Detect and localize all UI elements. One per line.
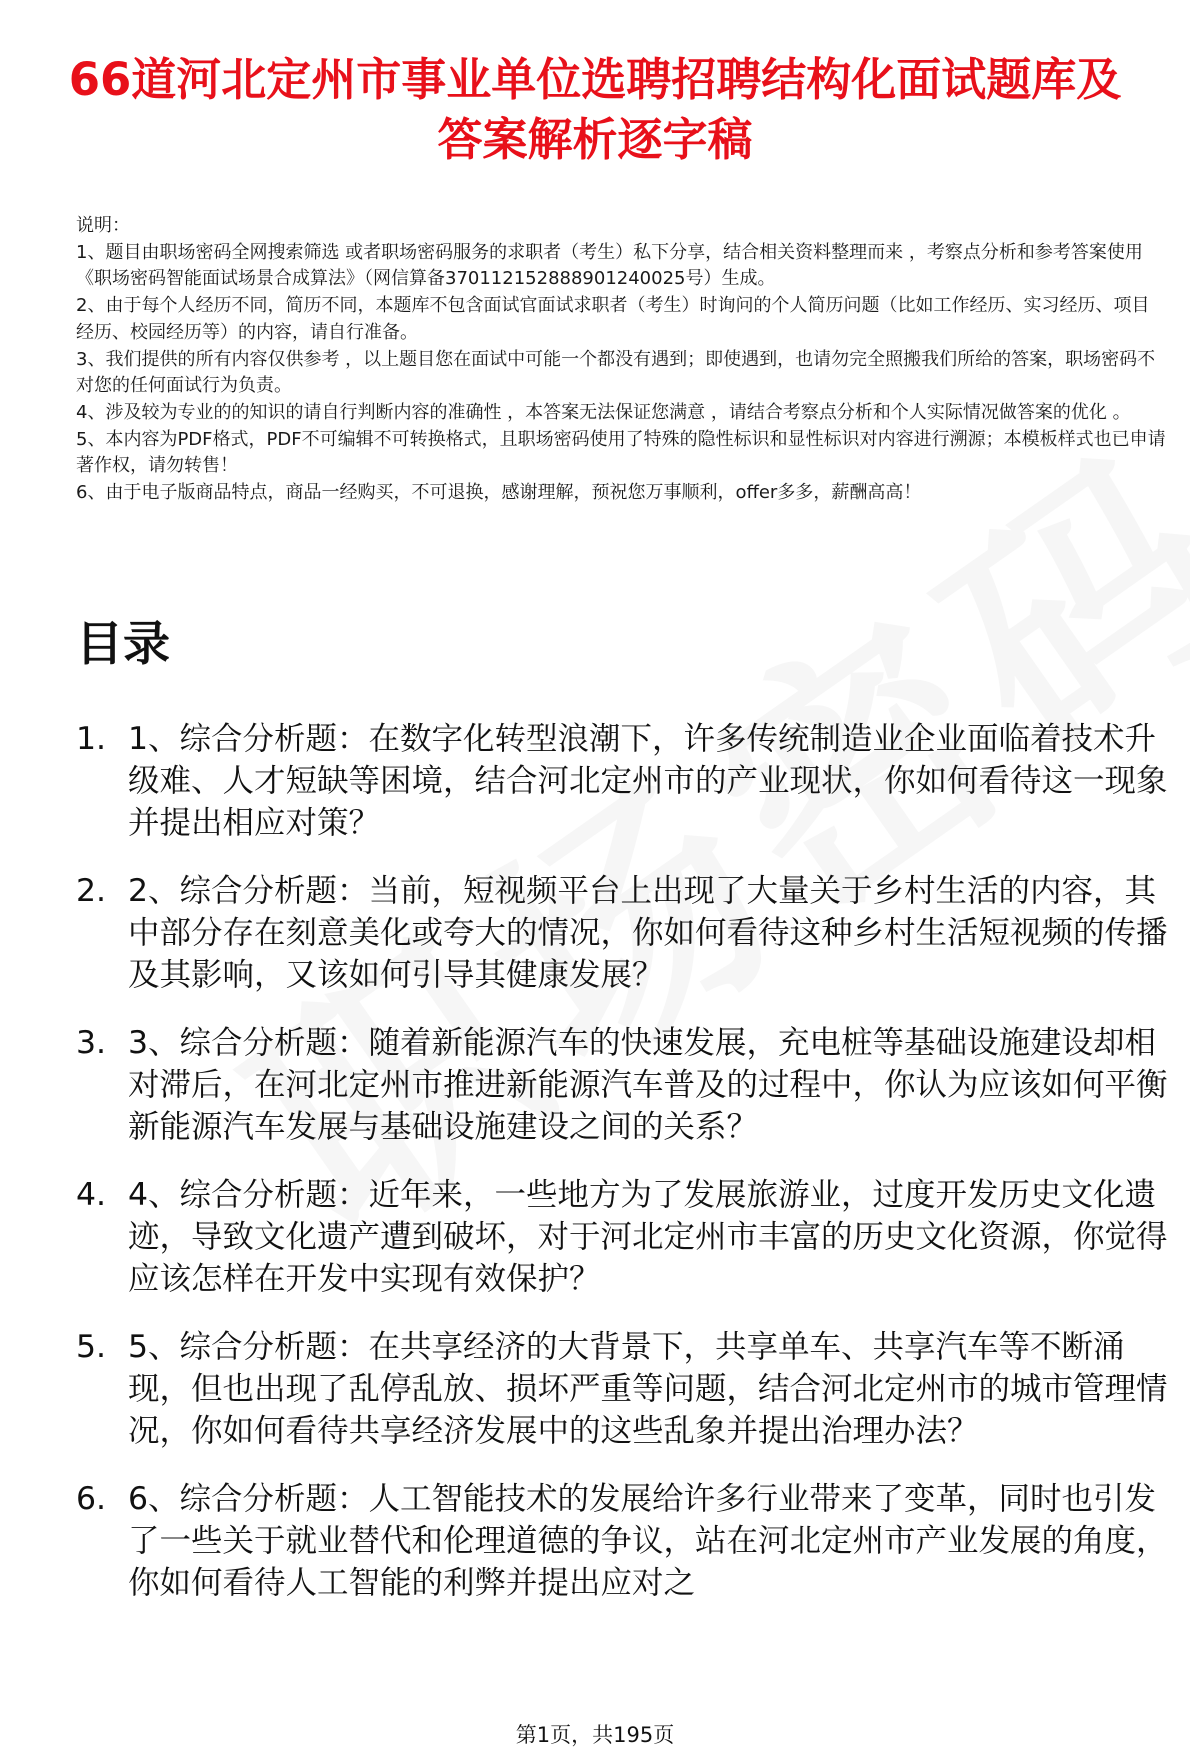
toc-item-text[interactable]: 1、综合分析题：在数字化转型浪潮下，许多传统制造业企业面临着技术升级难、人才短缺等困境，结合河北定州市的产业现状，你如何看待这一现象并提出相应对策？	[128, 721, 1168, 841]
toc-item-number: 2.	[76, 873, 107, 909]
toc-item-text[interactable]: 5、综合分析题：在共享经济的大背景下，共享单车、共享汽车等不断涌现，但也出现了乱停乱放、损坏严重等问题，结合河北定州市的城市管理情况，你如何看待共享经济发展中的这些乱象并提出治理办法？	[128, 1329, 1168, 1449]
toc-item-number: 1.	[76, 721, 107, 757]
toc-item-text[interactable]: 2、综合分析题：当前，短视频平台上出现了大量关于乡村生活的内容，其中部分存在刻意美化或夸大的情况，你如何看待这种乡村生活短视频的传播及其影响，又该如何引导其健康发展？	[128, 873, 1168, 993]
toc-item[interactable]	[76, 718, 1170, 844]
toc-heading: 目录	[76, 617, 170, 672]
toc-item-number: 4.	[76, 1177, 107, 1213]
toc-item-text[interactable]: 3、综合分析题：随着新能源汽车的快速发展，充电桩等基础设施建设却相对滞后，在河北定州市推进新能源汽车普及的过程中，你认为应该如何平衡新能源汽车发展与基础设施建设之间的关系？	[128, 1025, 1168, 1145]
toc-item[interactable]	[76, 1478, 1170, 1604]
toc-item[interactable]	[76, 1022, 1170, 1148]
document-title: 66道河北定州市事业单位选聘招聘结构化面试题库及答案解析逐字稿	[68, 53, 1122, 166]
note-item: 4、涉及较为专业的的知识的请自行判断内容的准确性 ，本答案无法保证您满意 ，请结合考察点分析和个人实际情况做答案的优化 。	[76, 401, 1131, 423]
toc-item[interactable]	[76, 1326, 1170, 1452]
note-item: 6、由于电子版商品特点，商品一经购买，不可退换，感谢理解，预祝您万事顺利，offer多多，薪酬高高！	[76, 482, 922, 504]
toc-item[interactable]	[76, 1174, 1170, 1300]
note-item: 5、本内容为PDF格式，PDF不可编辑不可转换格式，且职场密码使用了特殊的隐性标识和显性标识对内容进行溯源；本模板样式也已申请著作权，请勿转售！	[76, 428, 1166, 477]
page-footer: 第1页，共195页	[515, 1723, 675, 1747]
note-item: 2、由于每个人经历不同，简历不同，本题库不包含面试官面试求职者（考生）时询问的个人简历问题（比如工作经历、实习经历、项目经历、校园经历等）的内容，请自行准备。	[76, 295, 1150, 343]
toc-item-number: 5.	[76, 1329, 107, 1365]
toc-item-text[interactable]: 4、综合分析题：近年来，一些地方为了发展旅游业，过度开发历史文化遗迹，导致文化遗产遭到破坏，对于河北定州市丰富的历史文化资源，你觉得应该怎样在开发中实现有效保护？	[128, 1177, 1168, 1297]
note-item: 1、题目由职场密码全网搜索筛选 或者职场密码服务的求职者（考生）私下分享，结合相关资料整理而来 ，考察点分析和参考答案使用《职场密码智能面试场景合成算法》（网信算备370112152888901240025号）生成。	[76, 241, 1143, 290]
note-item: 3、我们提供的所有内容仅供参考 ，以上题目您在面试中可能一个都没有遇到；即使遇到，也请勿完全照搬我们所给的答案，职场密码不对您的任何面试行为负责。	[76, 348, 1156, 397]
toc-list	[76, 718, 1170, 1630]
notes-section	[76, 213, 1166, 507]
notes-label: 说明：	[76, 215, 130, 236]
toc-item[interactable]	[76, 870, 1170, 996]
toc-item-text[interactable]: 6、综合分析题：人工智能技术的发展给许多行业带来了变革，同时也引发了一些关于就业替代和伦理道德的争议，站在河北定州市产业发展的角度，你如何看待人工智能的利弊并提出应对之	[128, 1481, 1168, 1601]
toc-item-number: 3.	[76, 1025, 107, 1061]
toc-item-number: 6.	[76, 1481, 107, 1517]
